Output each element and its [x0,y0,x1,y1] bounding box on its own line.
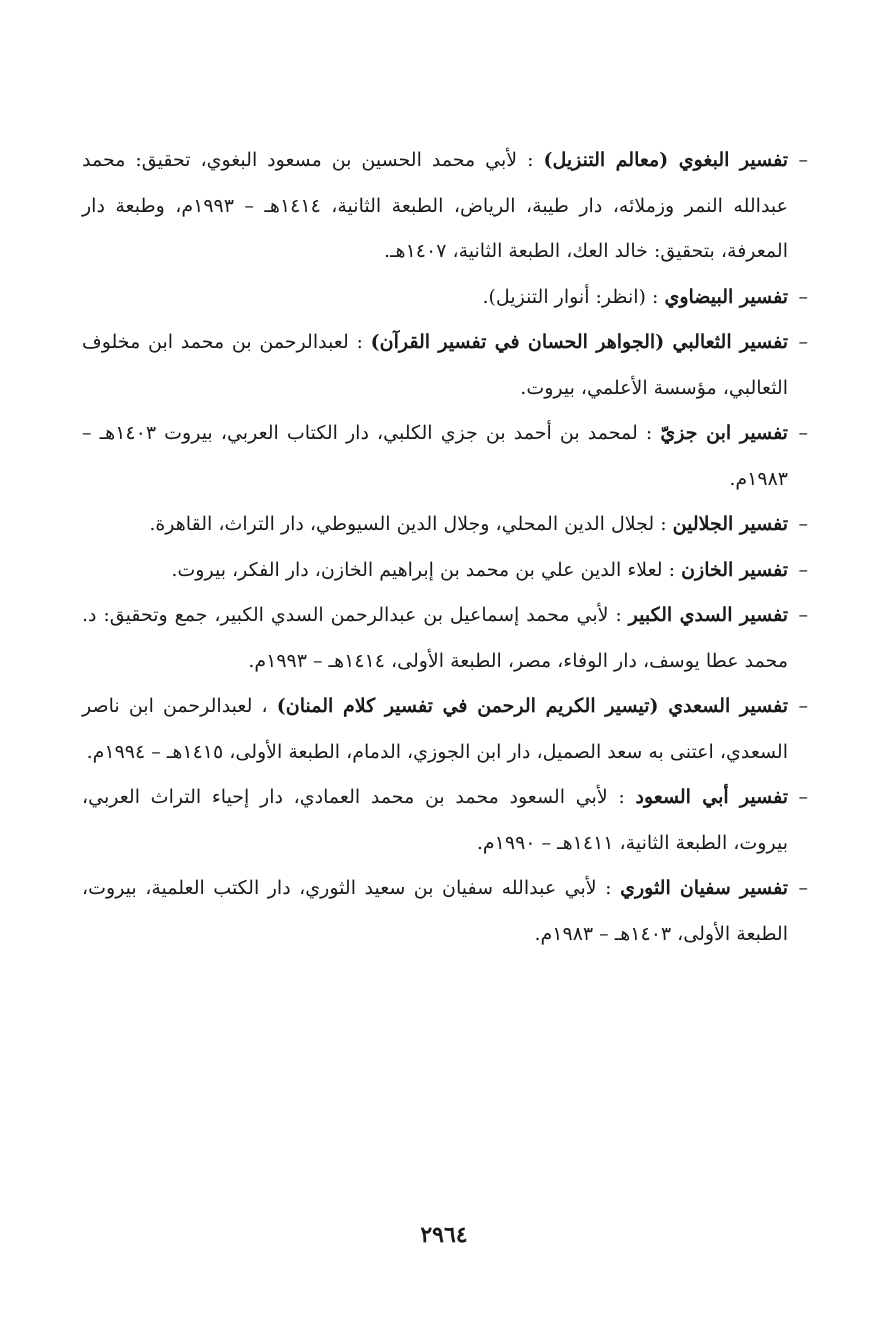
bibliography-entry [82,593,808,684]
entry-text: : لجلال الدين المحلي، وجلال الدين السيوطي، دار التراث، القاهرة. [149,513,667,535]
entry-dash: – [798,285,808,308]
page-number: ٢٩٦٤ [420,1222,468,1248]
entry-text: : (انظر: أنوار التنزيل). [482,285,659,308]
entry-title: تفسير الخازن [681,558,788,581]
bibliography-entry [82,411,808,502]
entry-text: : لأبي السعود محمد بن محمد العمادي، دار إحياء التراث العربي، بيروت، الطبعة الثانية، ١٤١١هـ – ١٩٩٠م. [82,786,788,854]
entry-title: تفسير الجلالين [672,513,788,535]
bibliography-entry [82,775,808,866]
entry-dash: – [798,695,808,717]
entry-text: : لأبي عبدالله سفيان بن سعيد الثوري، دار الكتب العلمية، بيروت، الطبعة الأولى، ١٤٠٣هـ – ١٩٨٣م. [82,877,788,945]
bibliography-entry [82,275,808,321]
entry-title: تفسير سفيان الثوري [620,877,788,899]
entry-dash: – [798,331,808,353]
entry-dash: – [798,604,808,626]
entry-text: : لعلاء الدين علي بن محمد بن إبراهيم الخازن، دار الفكر، بيروت. [171,558,676,581]
entry-title: تفسير أبي السعود [635,786,789,808]
bibliography-entry [82,684,808,775]
entry-text: : لأبي محمد الحسين بن مسعود البغوي، تحقيق: محمد عبدالله النمر وزملائه، دار طيبة، الرياض، الطبعة الثانية، ١٤١٤هـ – ١٩٩٣م، وطبعة دار المعرفة، بتحقيق: خالد العك، الطبعة الثانية، ١٤٠٧هـ. [82,149,788,262]
entry-title: تفسير السدي الكبير [628,604,788,626]
entry-text: : لأبي محمد إسماعيل بن عبدالرحمن السدي الكبير، جمع وتحقيق: د. محمد عطا يوسف، دار الوفاء، مصر، الطبعة الأولى، ١٤١٤هـ – ١٩٩٣م. [82,604,788,672]
bibliography-list [82,138,808,957]
entry-title: تفسير ابن جزيّ [660,422,788,444]
entry-text: : لمحمد بن أحمد بن جزي الكلبي، دار الكتاب العربي، بيروت ١٤٠٣هـ – ١٩٨٣م. [82,422,788,490]
entry-dash: – [798,877,808,899]
bibliography-entry [82,138,808,275]
bibliography-entry [82,866,808,957]
entry-title: تفسير البغوي (معالم التنزيل) [543,149,788,171]
entry-dash: – [798,513,808,535]
bibliography-entry [82,548,808,594]
entry-text: ، لعبدالرحمن ابن ناصر السعدي، اعتنى به سعد الصميل، دار ابن الجوزي، الدمام، الطبعة الأولى، ١٤١٥هـ – ١٩٩٤م. [82,695,788,763]
entry-title: تفسير البيضاوي [664,285,788,308]
entry-title: تفسير الثعالبي (الجواهر الحسان في تفسير القرآن) [370,331,788,353]
entry-dash: – [798,422,808,444]
bibliography-entry [82,502,808,548]
entry-dash: – [798,786,808,808]
entry-dash: – [798,149,808,171]
entry-dash: – [798,558,808,581]
entry-title: تفسير السعدي (تيسير الكريم الرحمن في تفسير كلام المنان) [276,695,788,717]
bibliography-entry [82,320,808,411]
entry-text: : لعبدالرحمن بن محمد ابن مخلوف الثعالبي، مؤسسة الأعلمي، بيروت. [82,331,788,399]
